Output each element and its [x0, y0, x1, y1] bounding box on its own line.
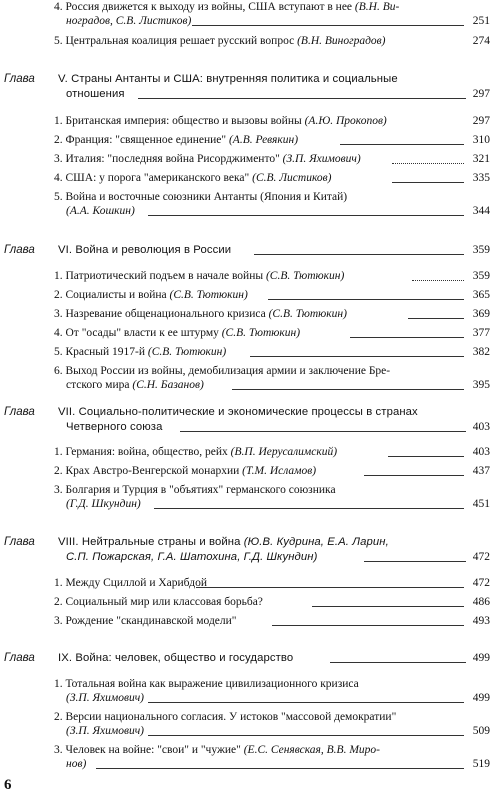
toc-item: стского мира (С.Н. Базанов)	[66, 379, 204, 391]
leader-line	[138, 98, 466, 99]
chapter-title: VIII. Нейтральные страны и война (Ю.В. Кудрина, Е.А. Ларин,	[58, 536, 389, 548]
toc-item-author: (З.П. Яхимович)	[66, 692, 145, 704]
page-ref: 335	[472, 172, 490, 184]
leader-line	[192, 25, 464, 26]
leader-line	[392, 182, 464, 183]
page-ref: 251	[472, 15, 490, 27]
toc-item-author: (А.А. Кошкин)	[66, 205, 135, 217]
chapter-title: VI. Война и революция в России	[58, 244, 232, 256]
chapter-label: Глава	[4, 244, 35, 256]
toc-item: 2. Крах Австро-Венгерской монархии (Т.М. Исламов)	[54, 465, 317, 477]
toc-item: 3. Болгария и Турция в "объятиях" германского союзника	[54, 484, 336, 496]
leader-line	[96, 768, 464, 769]
toc-item: 4. Россия движется к выходу из войны, США вступают в нее (В.Н. Ви-	[54, 1, 400, 13]
chapter-label: Глава	[4, 536, 35, 548]
leader-line	[412, 280, 464, 281]
page-ref: 377	[472, 327, 490, 339]
chapter-title: V. Страны Антанты и США: внутренняя политика и социальные	[58, 73, 398, 85]
toc-item: 3. Человек на войне: "свои" и "чужие" (Е.С. Сенявская, В.В. Миро-	[54, 744, 380, 756]
leader-line	[154, 508, 464, 509]
page-ref: 472	[472, 577, 490, 589]
toc-item: 2. Социальный мир или классовая борьба?	[54, 596, 263, 608]
page-ref: 499	[472, 652, 490, 664]
toc-item: 1. Между Сциллой и Харибдой	[54, 577, 207, 589]
page-ref: 395	[472, 379, 490, 391]
leader-line	[254, 254, 464, 255]
toc-item: 2. Франция: "священное единение" (А.В. Ревякин)	[54, 134, 299, 146]
leader-line	[312, 606, 464, 607]
page-ref: 403	[472, 446, 490, 458]
leader-line	[148, 215, 464, 216]
leader-line	[330, 662, 466, 663]
leader-line	[364, 475, 464, 476]
leader-line	[268, 299, 464, 300]
page-ref: 321	[472, 153, 490, 165]
page-ref: 451	[472, 498, 490, 510]
toc-item: 6. Выход России из войны, демобилизация армии и заключение Бре-	[54, 365, 391, 377]
page-ref: 499	[472, 692, 490, 704]
toc-item: 3. Рождение "скандинавской модели"	[54, 615, 237, 627]
toc-item: 2. Версии национального согласия. У истоков "массовой демократии"	[54, 711, 397, 723]
toc-item: 1. Патриотический подъем в начале войны (С.В. Тютюкин)	[54, 270, 345, 282]
leader-line	[388, 456, 464, 457]
page-ref: 369	[472, 308, 490, 320]
page-ref: 486	[472, 596, 490, 608]
toc-item: 1. Германия: война, общество, рейх (В.П. Иерусалимский)	[54, 446, 338, 458]
page-ref: 359	[472, 244, 490, 256]
chapter-label: Глава	[4, 652, 35, 664]
leader-line	[408, 318, 464, 319]
toc-item-author: ноградов, С.В. Листиков)	[66, 15, 192, 27]
leader-line	[148, 735, 464, 736]
toc-item: 2. Социалисты и война (С.В. Тютюкин)	[54, 289, 248, 301]
toc-item-author: (Г.Д. Шкундин)	[66, 498, 141, 510]
toc-item: 3. Назревание общенационального кризиса (С.В. Тютюкин)	[54, 308, 347, 320]
page-ref: 274	[472, 35, 490, 47]
leader-line	[196, 587, 464, 588]
leader-line	[148, 702, 464, 703]
page-ref: 359	[472, 270, 490, 282]
leader-line	[232, 389, 464, 390]
chapter-title: IX. Война: человек, общество и государство	[58, 652, 294, 664]
page-ref: 509	[472, 725, 490, 737]
chapter-title-authors: С.П. Пожарская, Г.А. Шатохина, Г.Д. Шкундин)	[66, 551, 318, 563]
leader-line	[340, 144, 464, 145]
page-ref: 310	[472, 134, 490, 146]
page-ref: 365	[472, 289, 490, 301]
leader-line	[392, 163, 464, 164]
page-ref: 472	[472, 551, 490, 563]
toc-item-author: нов)	[66, 758, 87, 770]
page-ref: 344	[472, 205, 490, 217]
toc-item: 5. Война и восточные союзники Антанты (Япония и Китай)	[54, 191, 348, 203]
leader-line	[350, 337, 464, 338]
toc-item-author: (З.П. Яхимович)	[66, 725, 145, 737]
toc-item: 1. Британская империя: общество и вызовы войны (А.Ю. Прокопов)	[54, 115, 387, 127]
page-number: 6	[4, 777, 12, 793]
page-ref: 519	[472, 758, 490, 770]
chapter-title: VII. Социально-политические и экономические процессы в странах	[58, 406, 418, 418]
page-ref: 437	[472, 465, 490, 477]
toc-item: 5. Центральная коалиция решает русский вопрос (В.Н. Виноградов)	[54, 35, 386, 47]
toc-item: 4. США: у порога "американского века" (С.В. Листиков)	[54, 172, 332, 184]
chapter-label: Глава	[4, 73, 35, 85]
leader-line	[364, 561, 466, 562]
page-ref: 382	[472, 346, 490, 358]
page-ref: 493	[472, 615, 490, 627]
toc-item: 5. Красный 1917-й (С.В. Тютюкин)	[54, 346, 227, 358]
toc-item: 1. Тотальная война как выражение цивилизационного кризиса	[54, 678, 359, 690]
leader-line	[180, 431, 466, 432]
chapter-title: Четверного союза	[66, 421, 163, 433]
chapter-label: Глава	[4, 406, 35, 418]
chapter-title: отношения	[66, 88, 125, 100]
page-ref: 297	[472, 115, 490, 127]
toc-item: 4. От "осады" власти к ее штурму (С.В. Тютюкин)	[54, 327, 301, 339]
page-ref: 403	[472, 421, 490, 433]
toc-item: 3. Италия: "последняя война Рисорджименто" (З.П. Яхимович)	[54, 153, 361, 165]
leader-line	[272, 625, 464, 626]
leader-line	[250, 356, 464, 357]
page-ref: 297	[472, 88, 490, 100]
